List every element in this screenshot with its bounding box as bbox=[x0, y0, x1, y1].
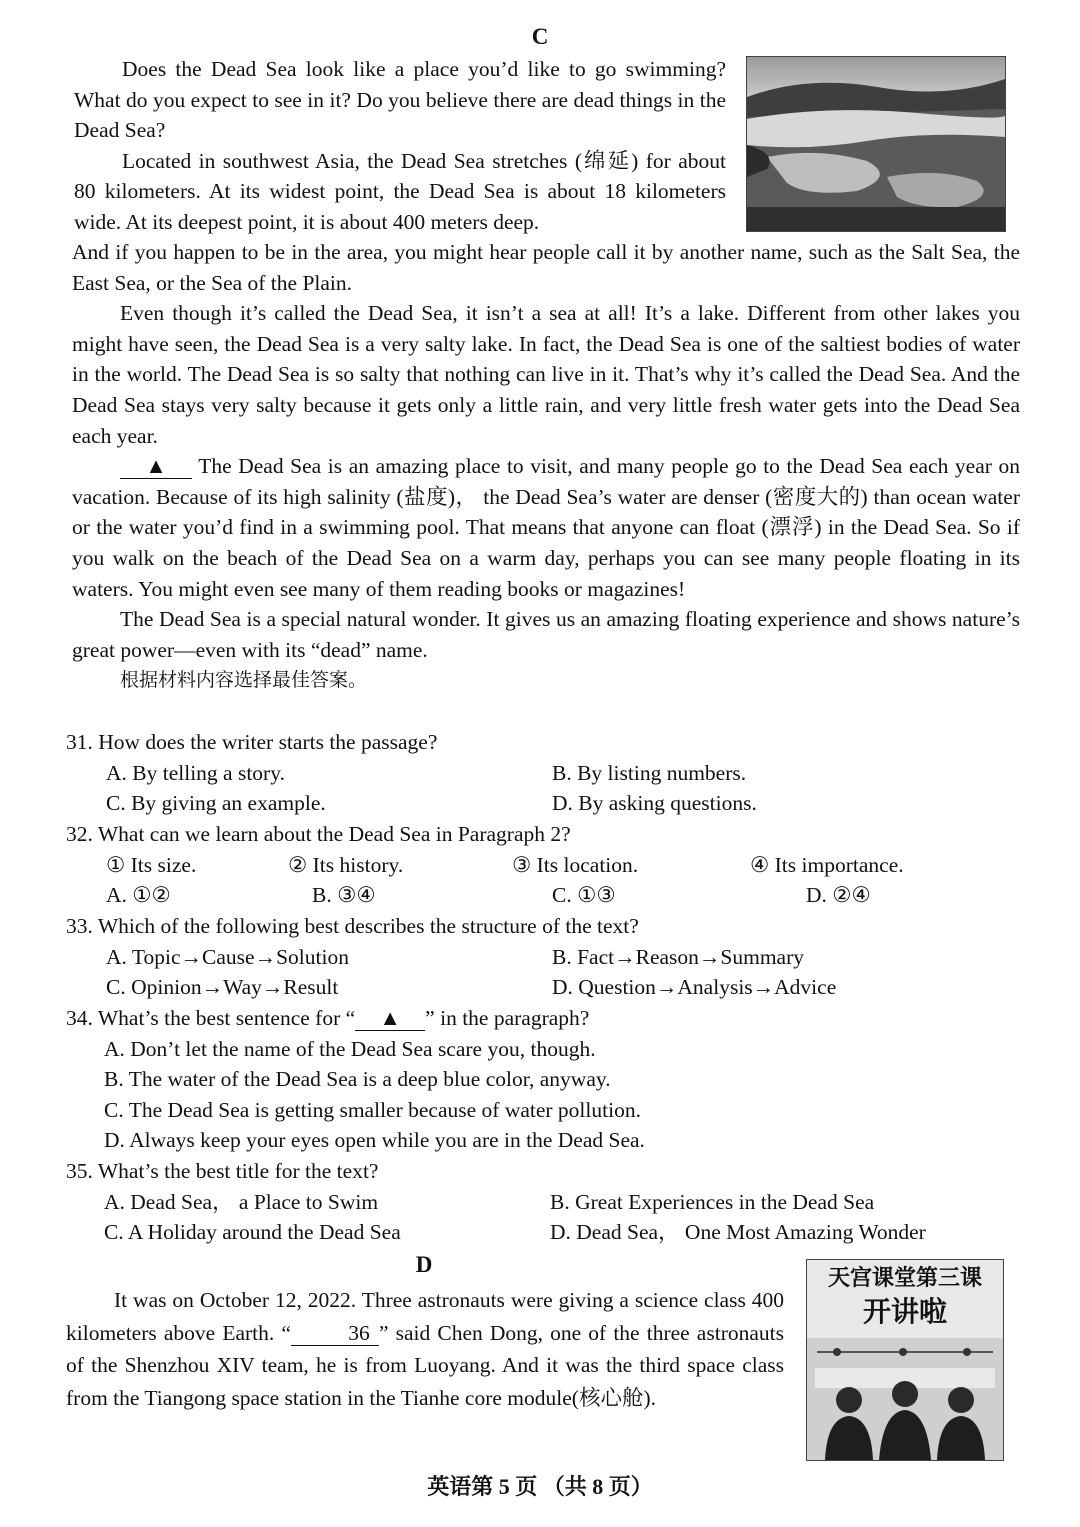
section-c-title: C bbox=[531, 24, 549, 49]
question-32-stem: 32. What can we learn about the Dead Sea in Paragraph 2? bbox=[66, 822, 571, 846]
dead-sea-photo bbox=[746, 56, 1006, 232]
blank-34: ▲ bbox=[120, 454, 192, 479]
q33-option-a[interactable]: A. Topic→Cause→Solution bbox=[106, 944, 349, 969]
q35-option-a[interactable]: A. Dead Sea， a Place to Swim bbox=[104, 1189, 379, 1214]
poster-subtitle: 开讲啦 bbox=[862, 1295, 947, 1328]
paragraph-4 bbox=[72, 451, 1020, 604]
paragraph-2a: Located in southwest Asia, the Dead Sea stretches (绵延) for about 80 kilometers. At its widest point, the Dead Sea is about 18 kilometers wide. At its deepest point, it is about 400 meters deep. bbox=[74, 148, 726, 234]
q34-option-d[interactable]: D. Always keep your eyes open while you are in the Dead Sea. bbox=[104, 1128, 645, 1153]
q35-option-d[interactable]: D. Dead Sea， One Most Amazing Wonder bbox=[550, 1220, 926, 1245]
q34-option-b[interactable]: B. The water of the Dead Sea is a deep blue color, anyway. bbox=[104, 1067, 611, 1092]
passage-d-paragraph-1 bbox=[66, 1284, 784, 1414]
question-34-stem bbox=[66, 1003, 1026, 1034]
q32-option-c[interactable]: C. ①③ bbox=[552, 883, 616, 908]
q32-option-d[interactable]: D. ②④ bbox=[806, 883, 871, 908]
q34-option-c[interactable]: C. The Dead Sea is getting smaller because of water pollution. bbox=[104, 1097, 641, 1122]
q35-option-b[interactable]: B. Great Experiences in the Dead Sea bbox=[550, 1189, 875, 1214]
instruction: 根据材料内容选择最佳答案。 bbox=[120, 669, 368, 692]
passage-d bbox=[66, 1284, 784, 1414]
q32-item-2: ② Its history. bbox=[288, 852, 404, 877]
question-34 bbox=[66, 1003, 1026, 1156]
question-32 bbox=[66, 819, 1026, 911]
q33-option-d[interactable]: D. Question→Analysis→Advice bbox=[552, 975, 837, 1000]
paragraph-4-text: The Dead Sea is an amazing place to visit, and many people go to the Dead Sea each year on vacation. Because of its high salinity (盐度)， the Dead Sea’s water are denser (密度大的) than ocean water or the water you’d find in a swimming pool. That means that anyone can float (漂浮) in the Dead Sea. So if you walk on the beach of the Dead Sea on a warm day, perhaps you can see many people floating in its waters. You might even see many of them reading books or magazines! bbox=[72, 454, 1020, 601]
q32-item-4: ④ Its importance. bbox=[750, 852, 904, 877]
question-31 bbox=[66, 727, 1026, 819]
q32-item-3: ③ Its location. bbox=[512, 852, 639, 877]
q32-option-a[interactable]: A. ①② bbox=[106, 883, 171, 908]
paragraph-2b: And if you happen to be in the area, you might hear people call it by another name, such as the Salt Sea, the East Sea, or the Sea of the Plain. bbox=[72, 240, 1020, 295]
q31-option-c[interactable]: C. By giving an example. bbox=[106, 791, 326, 816]
q32-item-1: ① Its size. bbox=[106, 852, 197, 877]
paragraph-3: Even though it’s called the Dead Sea, it isn’t a sea at all! It’s a lake. Different from other lakes you might have seen, the Dead Sea is a very salty lake. In fact, the Dead Sea is one of the saltiest bodies of water in the world. The Dead Sea is so salty that nothing can live in it. That’s why it’s called the Dead Sea. And the Dead Sea stays very salty because it gets only a little rain, and very little fresh water gets into the Dead Sea each year. bbox=[72, 301, 1020, 448]
q33-option-c[interactable]: C. Opinion→Way→Result bbox=[106, 975, 339, 1000]
passage-d-text-post: ” said Chen Dong, one of the three astronauts of the Shenzhou XIV team, he is from Luoyang. And it was the third space class from the Tiangong space station in the Tianhe core module(核心舱). bbox=[66, 1320, 784, 1410]
q34-option-a[interactable]: A. Don’t let the name of the Dead Sea scare you, though. bbox=[104, 1036, 596, 1061]
question-35 bbox=[66, 1156, 1026, 1248]
question-33 bbox=[66, 911, 1026, 1003]
passage-c-body bbox=[72, 237, 1020, 696]
astronauts-illustration bbox=[807, 1338, 1003, 1460]
paragraph-1: Does the Dead Sea look like a place you’d like to go swimming? What do you expect to see in it? Do you believe there are dead things in the Dead Sea? bbox=[74, 57, 726, 143]
passage-c-intro bbox=[74, 54, 726, 238]
q31-option-a[interactable]: A. By telling a story. bbox=[106, 760, 285, 785]
q33-option-b[interactable]: B. Fact→Reason→Summary bbox=[552, 944, 805, 969]
q31-option-d[interactable]: D. By asking questions. bbox=[552, 791, 757, 816]
poster-title: 天宫课堂第三课 bbox=[827, 1266, 982, 1291]
question-35-stem: 35. What’s the best title for the text? bbox=[66, 1159, 379, 1183]
q34-blank: ▲ bbox=[355, 1006, 425, 1031]
page-footer: 英语第 5 页 （共 8 页） bbox=[427, 1474, 653, 1499]
q32-option-b[interactable]: B. ③④ bbox=[312, 883, 376, 908]
q31-option-b[interactable]: B. By listing numbers. bbox=[552, 760, 747, 785]
blank-36: 36 bbox=[291, 1321, 379, 1346]
q34-stem-post: ” in the paragraph? bbox=[425, 1006, 590, 1030]
space-class-poster bbox=[806, 1259, 1004, 1461]
passage-d-text-pre: It was on October 12, 2022. Three astronauts were giving a science class 400 kilometers above Earth. “ bbox=[66, 1288, 784, 1345]
question-33-stem: 33. Which of the following best describes the structure of the text? bbox=[66, 914, 639, 938]
question-31-stem: 31. How does the writer starts the passage? bbox=[66, 730, 438, 754]
q35-option-c[interactable]: C. A Holiday around the Dead Sea bbox=[104, 1220, 401, 1245]
q34-stem-pre: 34. What’s the best sentence for “ bbox=[66, 1006, 356, 1030]
paragraph-5: The Dead Sea is a special natural wonder. It gives us an amazing floating experience and shows nature’s great power—even with its “dead” name. bbox=[72, 607, 1020, 662]
section-d-title: D bbox=[415, 1252, 433, 1277]
